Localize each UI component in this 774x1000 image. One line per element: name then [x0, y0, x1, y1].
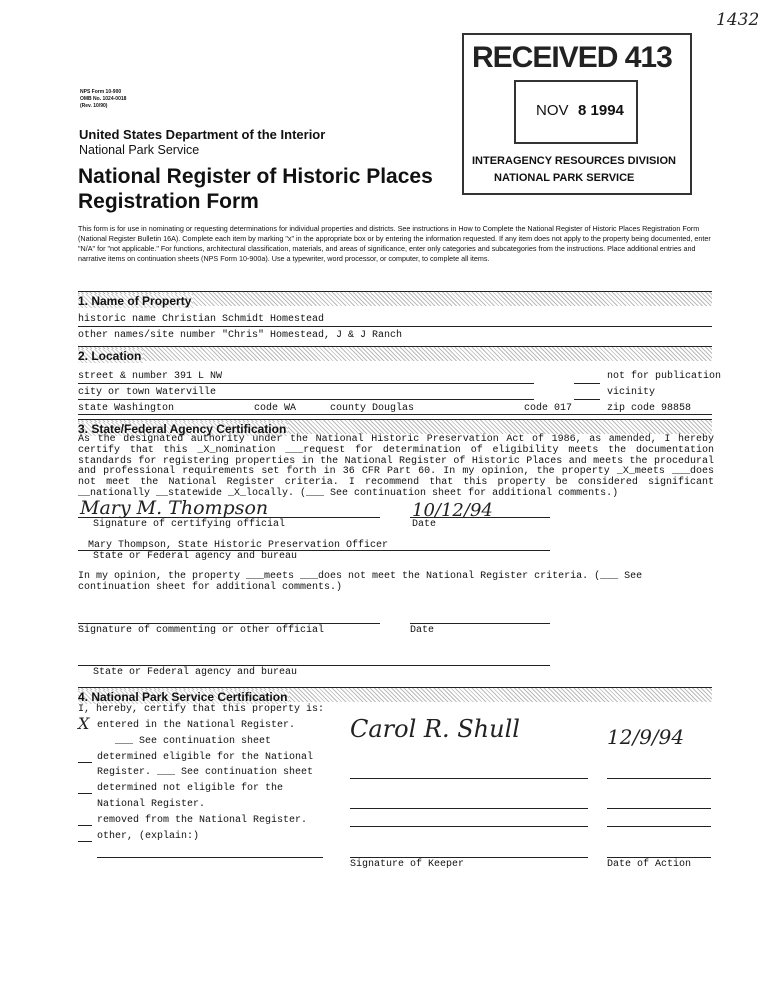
form-number: NPS Form 10-900 — [80, 89, 122, 95]
city: city or town Waterville — [78, 387, 217, 398]
certifying-signature: Mary M. Thompson — [80, 497, 269, 519]
bureau-label: State or Federal agency and bureau — [93, 667, 298, 678]
divider — [78, 326, 712, 327]
omb-number: OMB No. 1024-0018 — [80, 96, 127, 102]
official-name: Mary Thompson, State Historic Preservation Officer — [88, 540, 389, 551]
keeper-label: Signature of Keeper — [350, 859, 465, 870]
signature-line — [350, 808, 588, 809]
stamp-month: NOV — [536, 102, 569, 119]
county: county Douglas — [330, 403, 415, 414]
checkbox-line[interactable] — [78, 793, 92, 794]
nps-intro: I, hereby, certify that this property is: — [78, 704, 325, 715]
state-code: code WA — [254, 403, 297, 414]
section-2-header — [78, 346, 712, 361]
department: United States Department of the Interior — [79, 127, 326, 142]
handwritten-number: 1432 — [716, 10, 760, 30]
signature-line — [350, 826, 588, 827]
page-title: National Register of Historic Places — [78, 165, 433, 188]
opinion-text: In my opinion, the property ___meets ___does not meet the National Register criteria. (___ See continuation sheet for additional comments.) — [78, 571, 643, 593]
received-stamp — [462, 33, 692, 195]
other-names: other names/site number "Chris" Homestead, J & J Ranch — [78, 330, 403, 341]
checkbox-line[interactable] — [78, 841, 92, 842]
section-title: 3. State/Federal Agency Certification — [78, 422, 287, 436]
historic-name: historic name Christian Schmidt Homestead — [78, 314, 325, 325]
agency: National Park Service — [79, 143, 200, 157]
revision: (Rev. 10/90) — [80, 103, 108, 109]
option-not-eligible-2: National Register. — [97, 799, 206, 810]
date-line — [607, 778, 711, 779]
checkbox-line[interactable] — [574, 383, 600, 384]
vicinity: vicinity — [607, 387, 656, 398]
commenting-label: Signature of commenting or other official — [78, 625, 325, 636]
action-label: Date of Action — [607, 859, 692, 870]
stamp-received: RECEIVED 413 — [472, 41, 672, 74]
option-eligible-2: Register. ___ See continuation sheet — [97, 767, 314, 778]
option-entered: entered in the National Register. — [97, 720, 296, 731]
state: state Washington — [78, 403, 175, 414]
checkbox-line[interactable] — [78, 762, 92, 763]
certifying-date: 10/12/94 — [412, 500, 493, 521]
signature-line — [350, 778, 588, 779]
action-date: 12/9/94 — [607, 725, 685, 749]
option-removed: removed from the National Register. — [97, 815, 308, 826]
option-not-eligible: determined not eligible for the — [97, 783, 284, 794]
divider — [78, 665, 550, 666]
bureau-label: State or Federal agency and bureau — [93, 551, 298, 562]
checkbox-line[interactable] — [78, 825, 92, 826]
form-id — [80, 89, 126, 110]
date-line — [607, 808, 711, 809]
date-label: Date — [410, 625, 435, 636]
signature-line — [350, 857, 588, 858]
explain-line[interactable] — [97, 857, 323, 858]
stamp-division: INTERAGENCY RESOURCES DIVISION — [472, 155, 676, 167]
date-label: Date — [412, 519, 437, 530]
section-title: 1. Name of Property — [78, 294, 192, 308]
option-other: other, (explain:) — [97, 831, 200, 842]
signature-line — [78, 623, 380, 624]
section-title: 4. National Park Service Certification — [78, 690, 288, 704]
option-eligible: determined eligible for the National — [97, 752, 314, 763]
entered-checkmark[interactable]: X — [78, 714, 90, 733]
keeper-signature: Carol R. Shull — [350, 715, 520, 743]
page-subtitle: Registration Form — [78, 190, 259, 213]
stamp-date-box — [514, 80, 638, 144]
checkbox-line[interactable] — [574, 399, 600, 400]
option-continuation: ___ See continuation sheet — [115, 736, 272, 747]
instructions: This form is for use in nominating or requesting determinations for individual properties and districts. See instructions in How to Complete the National Register of Historic Places Registration Form (National Register Bulletin 16A). Complete each item by marking "x" in the appropriate box or by entering the information requested. If any item does not apply to the property being documented, enter "N/A" for "not applicable." For functions, architectural classification, materials, and areas of significance, enter only categories and subcategories from the instructions. Place additional entries and narrative items on continuation sheets (NPS Form 10-900a). Use a typewriter, word processor, or computer, to complete all items. — [78, 224, 711, 263]
date-line — [607, 826, 711, 827]
zip-code: zip code 98858 — [607, 403, 692, 414]
section-3-header — [78, 419, 712, 434]
section-1-header — [78, 291, 712, 306]
date-line — [607, 857, 711, 858]
section-4-header — [78, 687, 712, 702]
signature-label: Signature of certifying official — [93, 519, 286, 530]
signature-line — [78, 517, 380, 518]
divider — [78, 383, 534, 384]
date-line — [410, 623, 550, 624]
certification-text: As the designated authority under the National Historic Preservation Act of 1986, as amended, I hereby certify that this _X_nomination ___request for determination of eligibility meets the documentation standards for registering properties in the National Register of Historic Places and meets the procedural and professional requirements set forth in 36 CFR Part 60. In my opinion, the property _X_meets ___does not meet the National Register criteria. I recommend that this property be considered significant __nationally __statewide _X_locally. (___ See continuation sheet for additional comments.) — [78, 434, 714, 499]
street-number: street & number 391 L NW — [78, 371, 223, 382]
date-line — [410, 517, 550, 518]
county-code: code 017 — [524, 403, 573, 414]
stamp-service: NATIONAL PARK SERVICE — [494, 172, 635, 184]
stamp-date: 8 1994 — [578, 102, 624, 119]
divider — [78, 414, 712, 415]
divider — [78, 399, 534, 400]
section-title: 2. Location — [78, 349, 142, 363]
not-for-publication: not for publication — [607, 371, 722, 382]
